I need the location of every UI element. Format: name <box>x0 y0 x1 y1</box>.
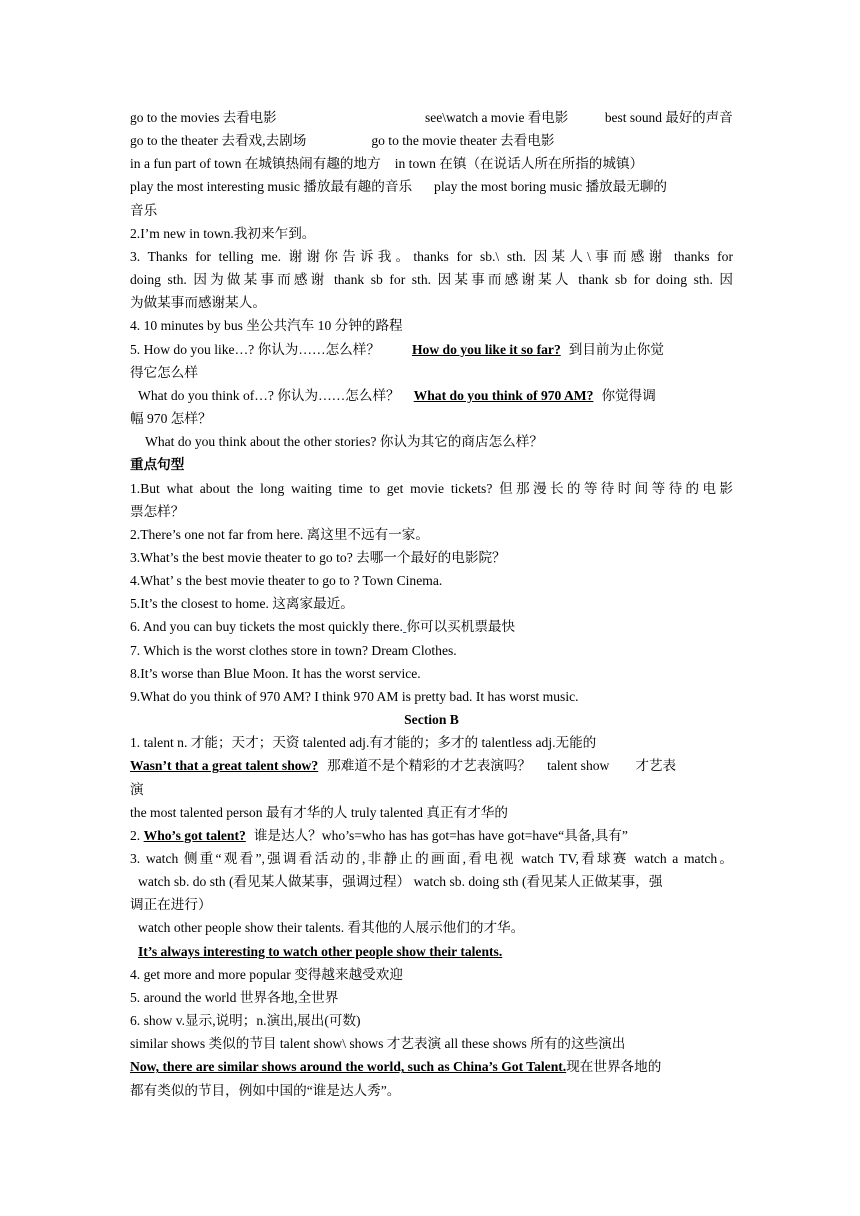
text-run: 4. get more and more popular 变得越来越受欢迎 <box>130 966 403 982</box>
text-run: 得它怎么样 <box>130 364 198 380</box>
text-run: 现在世界各地的 <box>566 1059 662 1075</box>
text-run: 调正在进行） <box>130 897 212 913</box>
text-run: 票怎样？ <box>130 503 185 519</box>
text-run: 你可以买机票最快 <box>406 619 516 635</box>
text-run: 都有类似的节目，例如中国的“谁是达人秀”。 <box>130 1082 401 1098</box>
text-run: go to the theater 去看戏,去剧场 <box>130 133 307 149</box>
text-line <box>130 1079 733 1102</box>
text-line <box>130 847 733 870</box>
text-line <box>130 384 733 407</box>
text-run: 5. around the world 世界各地,全世界 <box>130 989 339 1005</box>
text-line <box>130 685 733 708</box>
text-line <box>130 268 733 291</box>
text-line <box>130 175 733 198</box>
text-line <box>130 1032 733 1055</box>
text-line <box>130 893 733 916</box>
text-line <box>130 245 733 268</box>
heading-text: Section B <box>404 712 459 728</box>
text-line <box>130 106 733 129</box>
text-run: 8.It’s worse than Blue Moon. It has the worst service. <box>130 665 421 681</box>
text-line <box>130 731 733 754</box>
text-run: 9.What do you think of 970 AM? I think 970 AM is pretty bad. It has worst music. <box>130 688 579 704</box>
text-run: 1.But what about the long waiting time to get movie tickets? 但那漫长的等待时间等待的电影 <box>130 480 733 496</box>
text-line <box>130 1055 733 1078</box>
text-line <box>130 546 733 569</box>
text-run: 3. Thanks for telling me. 谢谢你告诉我。thanks for sb.\ sth. 因某人\事而感谢 thanks for <box>130 248 733 264</box>
text-run: watch sb. do sth (看见某人做某事，强调过程） watch sb. doing sth (看见某人正做某事，强 <box>138 874 663 890</box>
text-run: 为做某事而感谢某人。 <box>130 295 266 311</box>
text-run: 7. Which is the worst clothes store in town? Dream Clothes. <box>130 642 457 658</box>
text-line <box>130 940 733 963</box>
text-line <box>130 338 733 361</box>
text-line <box>130 639 733 662</box>
key-sentence: Now, there are similar shows around the world, such as China’s Got Talent. <box>130 1059 567 1075</box>
text-run: play the most boring music 播放最无聊的 <box>434 179 668 195</box>
text-line <box>130 662 733 685</box>
text-run: 3. watch 侧重“观看”,强调看活动的,非静止的画面,看电视 watch TV,看球赛 watch a match。 <box>130 851 733 866</box>
text-run: 6. And you can buy tickets the most quickly there. <box>130 619 403 635</box>
text-run: doing sth. 因为做某事而感谢 thank sb for sth. 因某事而感谢某人 thank sb for doing sth. 因 <box>130 272 733 288</box>
text-line <box>130 407 733 430</box>
text-line <box>130 199 733 222</box>
key-sentence: What do you think of 970 AM? <box>413 387 594 403</box>
text-run: 演 <box>130 781 144 797</box>
key-sentence: Wasn’t that a great talent show? <box>130 758 319 774</box>
text-line <box>130 801 733 824</box>
text-run: the most talented person 最有才华的人 truly talented 真正有才华的 <box>130 804 508 820</box>
text-run: 2.I’m new in town.我初来乍到。 <box>130 225 316 241</box>
text-run: go to the movie theater 去看电影 <box>371 133 555 149</box>
section-heading <box>130 453 733 476</box>
text-run: watch other people show their talents. 看其他的人展示他们的才华。 <box>138 920 525 936</box>
text-line <box>130 430 733 453</box>
text-run: 幅 970 怎样？ <box>130 411 212 427</box>
text-run: 4. 10 minutes by bus 坐公共汽车 10 分钟的路程 <box>130 318 403 334</box>
text-run: in town 在镇（在说话人所在所指的城镇） <box>394 156 644 172</box>
text-run: 到目前为止你觉 <box>568 341 664 357</box>
text-line <box>130 222 733 245</box>
text-run: 3.What’s the best movie theater to go to? 去哪一个最好的电影院？ <box>130 549 506 565</box>
text-run: 5.It’s the closest to home. 这离家最近。 <box>130 596 354 612</box>
text-line <box>130 152 733 175</box>
text-line <box>130 477 733 500</box>
text-run: 1. talent n. 才能；天才；天资 talented adj.有才能的；多才的 talentless adj.无能的 <box>130 735 597 751</box>
text-run: What do you think of…? 你认为……怎么样？ <box>138 387 400 403</box>
heading-text: 重点句型 <box>130 457 185 473</box>
text-run: similar shows 类似的节目 talent show\ shows 才艺表演 all these shows 所有的这些演出 <box>130 1036 626 1052</box>
text-run: 谁是达人？who’s=who has has got=has have got=have“具备,具有” <box>253 827 628 843</box>
text-run: 音乐 <box>130 202 158 218</box>
text-run: 5. How do you like…? 你认为……怎么样？ <box>130 341 380 357</box>
key-sentence: Who’s got talent? <box>143 827 246 843</box>
text-line <box>130 500 733 523</box>
text-line <box>130 986 733 1009</box>
text-line <box>130 1009 733 1032</box>
text-line <box>130 129 733 152</box>
text-run: play the most interesting music 播放最有趣的音乐 <box>130 179 413 195</box>
text-run: 那难道不是个精彩的才艺表演吗？ <box>327 758 532 774</box>
text-line <box>130 291 733 314</box>
text-line <box>130 592 733 615</box>
text-run: 4.What’ s the best movie theater to go to ? Town Cinema. <box>130 573 443 589</box>
text-run: see\watch a movie 看电影 <box>425 110 569 125</box>
text-run: best sound 最好的声音 <box>604 110 733 125</box>
text-line <box>130 615 733 638</box>
text-line <box>130 963 733 986</box>
text-line <box>130 523 733 546</box>
text-run: What do you think about the other stories? 你认为其它的商店怎么样？ <box>145 434 543 450</box>
text-line <box>130 314 733 337</box>
text-run: 2. <box>130 827 141 843</box>
text-run: talent show <box>547 758 610 774</box>
text-line <box>130 916 733 939</box>
section-heading <box>130 708 733 731</box>
text-line <box>130 754 733 777</box>
text-line <box>130 824 733 847</box>
text-run: 才艺表 <box>635 758 677 774</box>
document-page <box>130 106 733 1102</box>
text-run: 6. show v.显示,说明；n.演出,展出(可数) <box>130 1013 361 1029</box>
key-sentence: It’s always interesting to watch other people show their talents. <box>138 943 503 959</box>
text-line <box>130 361 733 384</box>
text-line <box>130 569 733 592</box>
text-run: 2.There’s one not far from here. 离这里不远有一家。 <box>130 526 429 542</box>
key-sentence: How do you like it so far? <box>411 341 561 357</box>
text-run: 你觉得调 <box>601 387 656 403</box>
text-run: go to the movies 去看电影 <box>130 110 277 125</box>
text-line <box>130 778 733 801</box>
text-run: in a fun part of town 在城镇热闹有趣的地方 <box>130 156 381 172</box>
text-line <box>130 870 733 893</box>
